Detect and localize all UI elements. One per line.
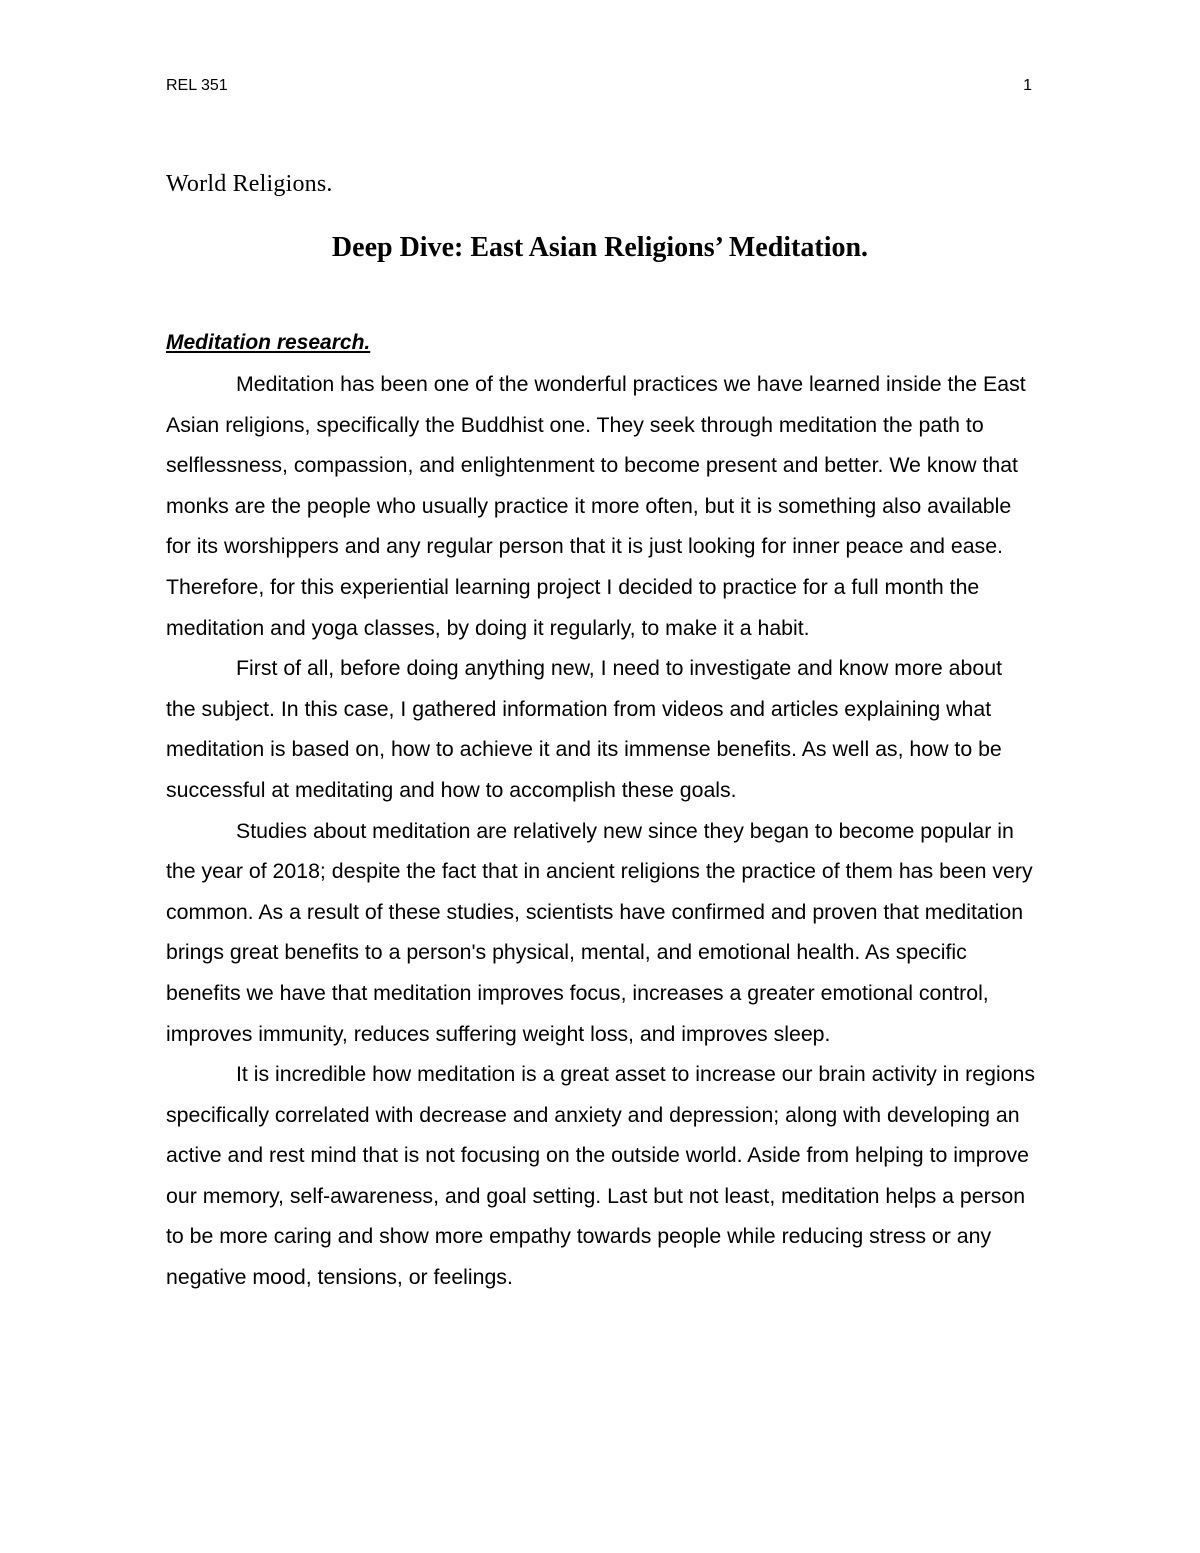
course-title: World Religions.	[166, 171, 333, 197]
running-header	[166, 74, 1032, 98]
section-heading: Meditation research.	[166, 331, 371, 354]
paragraph: Meditation has been one of the wonderful practices we have learned inside the East Asian religions, specifically the Buddhist one. They seek through meditation the path to selflessness, compassion, and enlightenment to become present and better. We know that monks are the people who usually practice it more often, but it is something also available for its worshippers and any regular person that it is just looking for inner peace and ease. Therefore, for this experiential learning project I decided to practice for a full month the meditation and yoga classes, by doing it regularly, to make it a habit.	[166, 372, 1026, 640]
document-title: Deep Dive: East Asian Religions’ Meditation.	[331, 232, 869, 263]
paragraph: First of all, before doing anything new, I need to investigate and know more about the subject. In this case, I gathered information from videos and articles explaining what meditation is based on, how to achieve it and its immense benefits. As well as, how to be successful at meditating and how to accomplish these goals.	[166, 656, 1002, 802]
paragraph: It is incredible how meditation is a great asset to increase our brain activity in regions specifically correlated with decrease and anxiety and depression; along with developing an active and rest mind that is not focusing on the outside world. Aside from helping to improve our memory, self-awareness, and goal setting. Last but not least, meditation helps a person to be more caring and show more empathy towards people while reducing stress or any negative mood, tensions, or feelings.	[166, 1062, 1036, 1290]
paragraph: Studies about meditation are relatively new since they began to become popular in the year of 2018; despite the fact that in ancient religions the practice of them has been very common. As a result of these studies, scientists have confirmed and proven that meditation brings great benefits to a person's physical, mental, and emotional health. As specific benefits we have that meditation improves focus, increases a greater emotional control, improves immunity, reduces suffering weight loss, and improves sleep.	[166, 818, 1033, 1046]
course-code: REL 351	[166, 77, 228, 94]
body-text	[166, 364, 1036, 1298]
page-number: 1	[1023, 77, 1032, 94]
